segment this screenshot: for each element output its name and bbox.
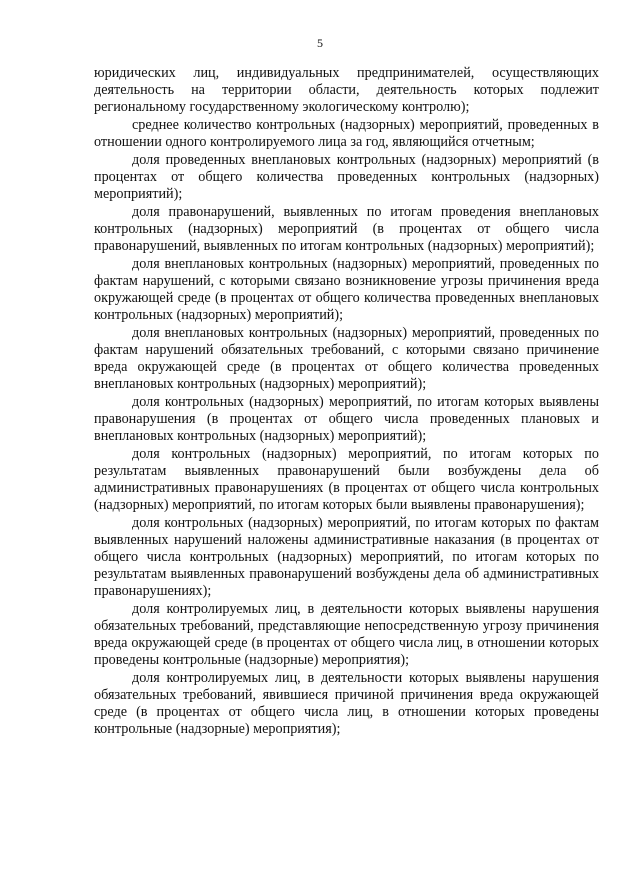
paragraph: среднее количество контрольных (надзорных) мероприятий, проведенных в отношении одного контролируемого лица за год, являющийся отчетным;	[94, 117, 599, 150]
paragraph: доля контролируемых лиц, в деятельности которых выявлены нарушения обязательных требований, явившиеся причиной причинения вреда окружающей среде (в процентах от общего числа лиц, в отношении которых проведены контрольные (надзорные) мероприятия);	[94, 670, 599, 737]
paragraph: доля внеплановых контрольных (надзорных) мероприятий, проведенных по фактам нарушений обязательных требований, с которыми связано причинение вреда окружающей среде (в процентах от общего количества проведенных внеплановых контрольных (надзорных) мероприятий);	[94, 325, 599, 392]
document-body	[94, 65, 599, 739]
paragraph: доля проведенных внеплановых контрольных (надзорных) мероприятий (в процентах от общего количества проведенных контрольных (надзорных) мероприятий);	[94, 152, 599, 202]
paragraph: доля контрольных (надзорных) мероприятий, по итогам которых выявлены правонарушения (в процентах от общего числа проведенных плановых и внеплановых контрольных (надзорных) мероприятий);	[94, 394, 599, 444]
paragraph: доля контрольных (надзорных) мероприятий, по итогам которых по фактам выявленных нарушений наложены административные наказания (в процентах от общего числа контрольных (надзорных) мероприятий, по итогам которых по результатам выявленных правонарушений возбуждены дела об административных правонарушениях);	[94, 515, 599, 599]
paragraph: доля внеплановых контрольных (надзорных) мероприятий, проведенных по фактам нарушений, с которыми связано возникновение угрозы причинения вреда окружающей среде (в процентах от общего количества проведенных внеплановых контрольных (надзорных) мероприятий);	[94, 256, 599, 323]
paragraph: доля контрольных (надзорных) мероприятий, по итогам которых по результатам выявленных правонарушений были возбуждены дела об административных правонарушениях (в процентах от общего числа контрольных (надзорных) мероприятий, по итогам которых были выявлены правонарушения);	[94, 446, 599, 513]
paragraph: доля контролируемых лиц, в деятельности которых выявлены нарушения обязательных требований, представляющие непосредственную угрозу причинения вреда окружающей среде (в процентах от общего числа лиц, в отношении которых проведены контрольные (надзорные) мероприятия);	[94, 601, 599, 668]
page-number: 5	[317, 36, 323, 50]
paragraph: юридических лиц, индивидуальных предпринимателей, осуществляющих деятельность на территории области, деятельность которых подлежит региональному государственному экологическому контролю);	[94, 65, 599, 115]
paragraph: доля правонарушений, выявленных по итогам проведения внеплановых контрольных (надзорных) мероприятий (в процентах от общего числа правонарушений, выявленных по итогам контрольных (надзорных) мероприятий);	[94, 204, 599, 254]
